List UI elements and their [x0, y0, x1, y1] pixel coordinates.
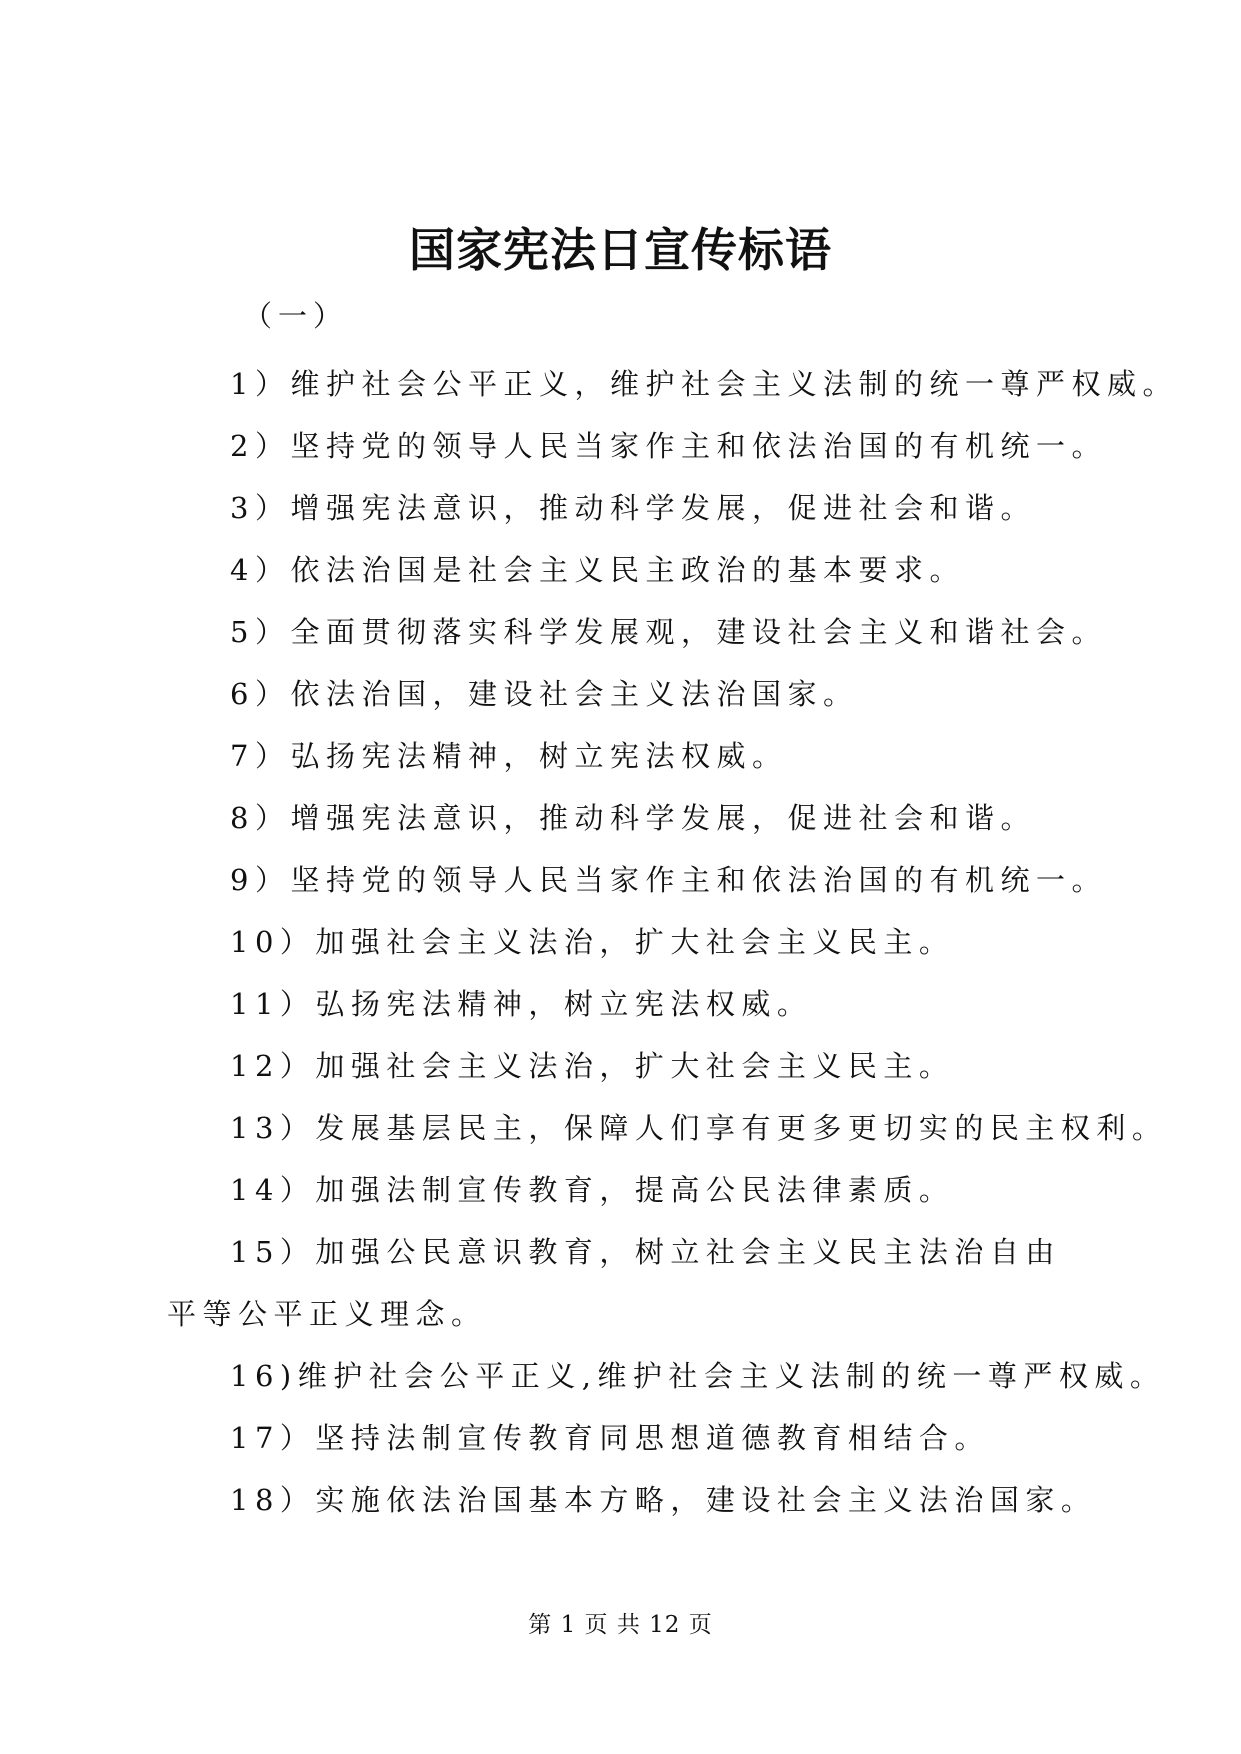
list-item: 10）加强社会主义法治，扩大社会主义民主。	[230, 925, 955, 959]
list-item: 11）弘扬宪法精神，树立宪法权威。	[230, 987, 813, 1021]
list-item: 3）增强宪法意识，推动科学发展，促进社会和谐。	[230, 491, 1036, 525]
list-item: 4）依法治国是社会主义民主政治的基本要求。	[230, 553, 965, 587]
list-item: 15）加强公民意识教育，树立社会主义民主法治自由平等公平正义理念。	[167, 1235, 1061, 1331]
section-label: （一）	[243, 299, 349, 333]
list-item: 13）发展基层民主，保障人们享有更多更切实的民主权利。	[230, 1111, 1168, 1145]
list-item: 8）增强宪法意识，推动科学发展，促进社会和谐。	[230, 801, 1036, 835]
list-item: 7）弘扬宪法精神，树立宪法权威。	[230, 739, 788, 773]
list-item: 14）加强法制宣传教育，提高公民法律素质。	[230, 1173, 955, 1207]
document-title: 国家宪法日宣传标语	[409, 223, 832, 277]
list-item: 2）坚持党的领导人民当家作主和依法治国的有机统一。	[230, 429, 1107, 463]
list-item: 1）维护社会公平正义，维护社会主义法制的统一尊严权威。	[230, 367, 1178, 401]
list-item: 6）依法治国，建设社会主义法治国家。	[230, 677, 859, 711]
list-item: 9）坚持党的领导人民当家作主和依法治国的有机统一。	[230, 863, 1107, 897]
page-footer: 第 1 页 共 12 页	[528, 1612, 713, 1638]
list-item: 12）加强社会主义法治，扩大社会主义民主。	[230, 1049, 955, 1083]
slogan-list	[0, 353, 1241, 1531]
list-item: 18）实施依法治国基本方略，建设社会主义法治国家。	[230, 1483, 1097, 1517]
list-item: 16)维护社会公平正义,维护社会主义法制的统一尊严权威。	[230, 1359, 1166, 1393]
list-item: 17）坚持法制宣传教育同思想道德教育相结合。	[230, 1421, 990, 1455]
list-item: 5）全面贯彻落实科学发展观，建设社会主义和谐社会。	[230, 615, 1107, 649]
